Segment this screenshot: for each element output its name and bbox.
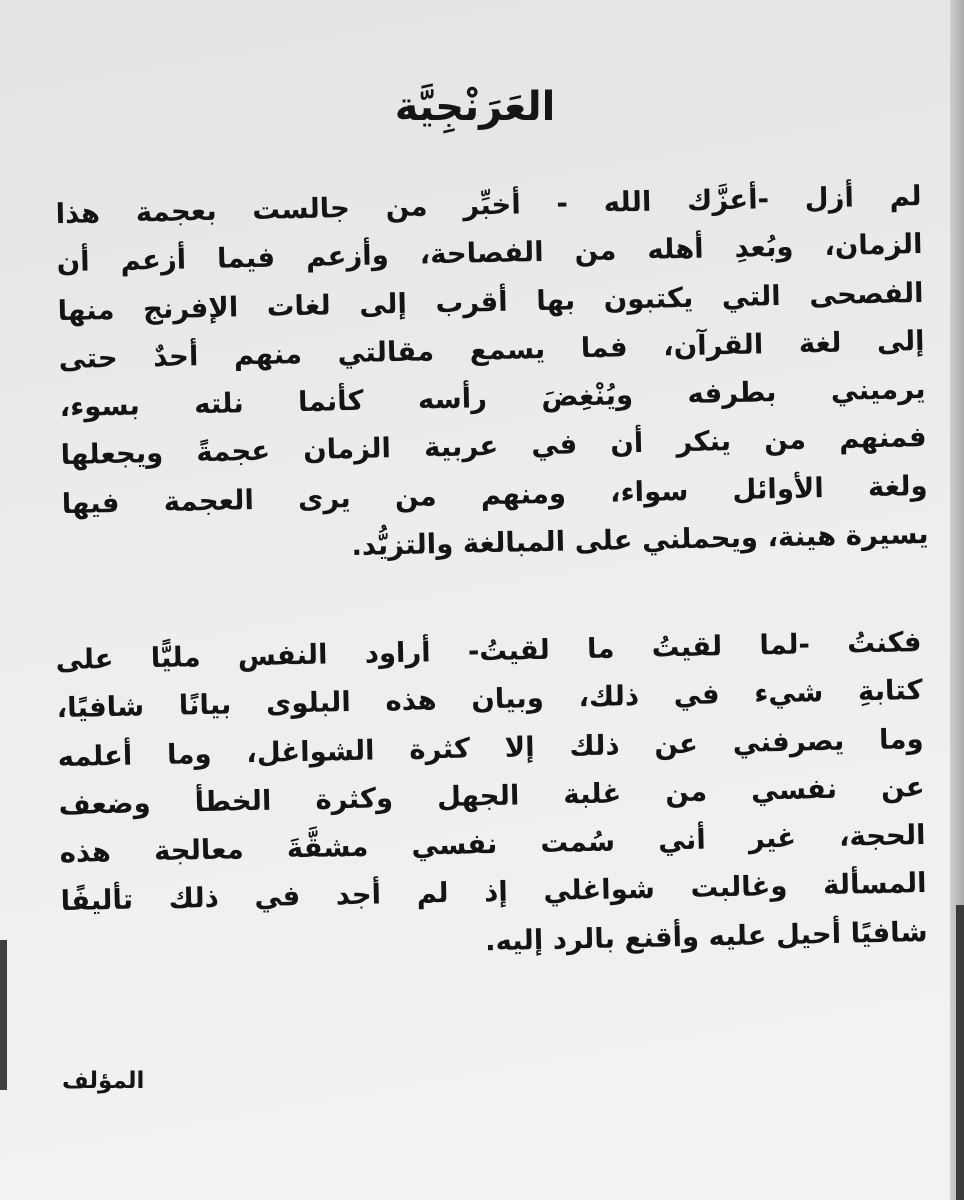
- paragraph-2: [55, 618, 928, 974]
- paragraph-line: يسيرة هينة، ويحملني على المبالغة والتزيُّد.: [351, 518, 929, 563]
- paragraph-line: شافيًا أحيل عليه وأقنع بالرد إليه.: [484, 915, 928, 957]
- author-signature: المؤلف: [62, 1068, 145, 1094]
- page-edge-dark: [956, 905, 964, 1200]
- paragraph-line: الحجة، غير أني سُمت نفسي مشقَّةَ معالجة هذه: [59, 819, 926, 870]
- paragraph-line: الفصحى التي يكتبون بها أقرب إلى لغات الإفرنج منها: [57, 276, 924, 327]
- paragraph-line: المسألة وغالبت شواغلي إذ لم أجد في ذلك تأليفًا: [60, 867, 927, 918]
- paragraph-line: يرميني بطرفه ويُنْغِضَ رأسه كأنما نلته بسوء،: [59, 373, 926, 424]
- page-title: العَرَنْجِيَّة: [394, 84, 556, 130]
- paragraph-1: [55, 172, 929, 576]
- paragraph-line: فمنهم من ينكر أن في عربية الزمان عجمةً ويجعلها: [60, 421, 927, 472]
- page-shadow-left: [0, 940, 7, 1090]
- paragraph-line: الزمان، وبُعدِ أهله من الفصاحة، وأزعم فيما أزعم أن: [56, 228, 923, 279]
- paragraph-line: وما يصرفني عن ذلك إلا كثرة الشواغل، وما أعلمه: [57, 722, 924, 773]
- paragraph-line: عن نفسي من غلبة الجهل وكثرة الخطأ وضعف: [58, 770, 925, 821]
- paragraph-line: إلى لغة القرآن، فما يسمع مقالتي منهم أحدٌ حتى: [58, 324, 925, 375]
- paragraph-line: لم أزل -أعزَّك الله - أخبِّر من جالست بعجمة هذا: [55, 179, 922, 231]
- paragraph-line: كتابةِ شيء في ذلك، وبيان هذه البلوى بيانًا شافيًا،: [56, 674, 923, 725]
- paragraph-line: فكنتُ -لما لقيتُ ما لقيتُ- أراود النفس مليًّا على: [55, 625, 922, 677]
- paragraph-line: ولغة الأوائل سواء، ومنهم من يرى العجمة فيها: [61, 469, 928, 520]
